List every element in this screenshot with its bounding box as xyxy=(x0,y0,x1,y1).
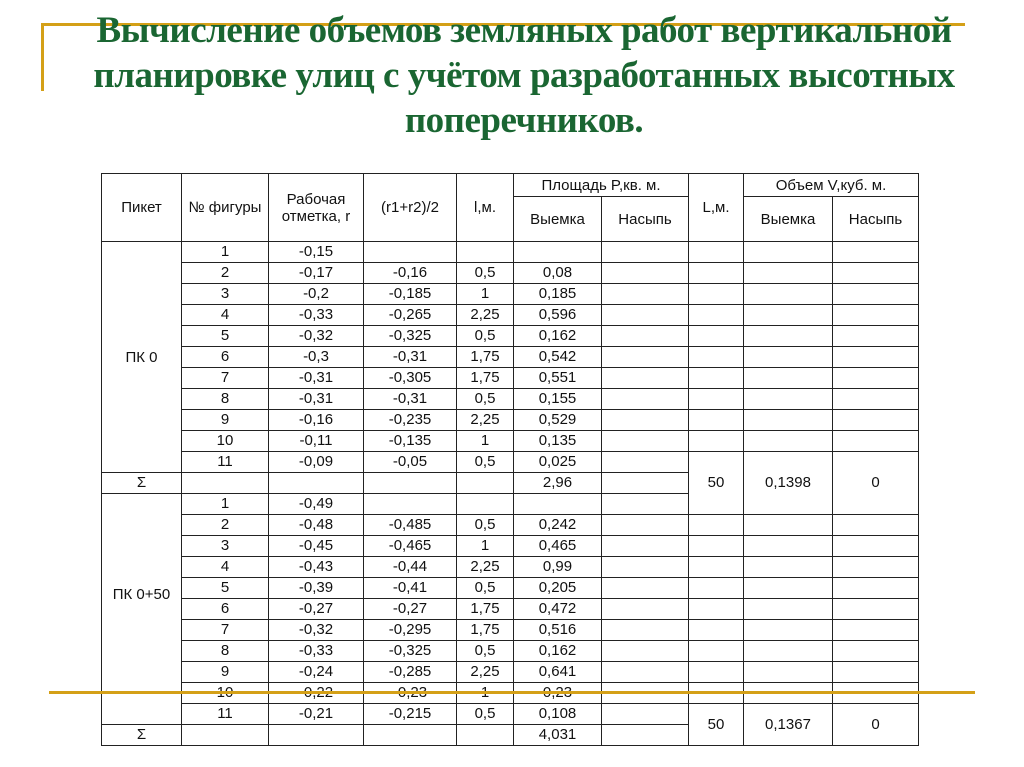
l-value: 1 xyxy=(457,536,514,557)
avg-mark-value xyxy=(364,725,457,746)
l-value: 0,5 xyxy=(457,515,514,536)
figure-number xyxy=(182,725,269,746)
avg-mark-value xyxy=(364,494,457,515)
L-value xyxy=(689,347,744,368)
avg-mark-value: -0,41 xyxy=(364,578,457,599)
l-value xyxy=(457,473,514,494)
area-fill-value xyxy=(602,452,689,473)
area-fill-value xyxy=(602,515,689,536)
avg-mark-value: -0,295 xyxy=(364,620,457,641)
area-fill-value xyxy=(602,599,689,620)
l-value: 2,25 xyxy=(457,410,514,431)
figure-number: 3 xyxy=(182,284,269,305)
avg-mark-value: -0,305 xyxy=(364,368,457,389)
work-mark-value: -0,33 xyxy=(269,641,364,662)
volume-fill-value: 0 xyxy=(833,452,919,515)
avg-mark-value: -0,485 xyxy=(364,515,457,536)
volume-cut-value xyxy=(744,410,833,431)
l-value: 0,5 xyxy=(457,389,514,410)
work-mark-value: -0,45 xyxy=(269,536,364,557)
area-fill-value xyxy=(602,494,689,515)
avg-mark-value: -0,31 xyxy=(364,389,457,410)
work-mark-value: -0,17 xyxy=(269,263,364,284)
area-cut-value: 0,08 xyxy=(514,263,602,284)
l-value: 1,75 xyxy=(457,620,514,641)
figure-number: 2 xyxy=(182,263,269,284)
area-cut-value: 0,205 xyxy=(514,578,602,599)
figure-number: 7 xyxy=(182,620,269,641)
area-fill-value xyxy=(602,641,689,662)
l-value: 2,25 xyxy=(457,305,514,326)
header-volume-cut: Выемка xyxy=(744,197,833,242)
area-cut-value: 0,185 xyxy=(514,284,602,305)
area-cut-value: 0,516 xyxy=(514,620,602,641)
volume-cut-value xyxy=(744,662,833,683)
L-value xyxy=(689,536,744,557)
figure-number: 9 xyxy=(182,662,269,683)
table-row xyxy=(102,662,919,683)
figure-number: 8 xyxy=(182,641,269,662)
volume-fill-value xyxy=(833,410,919,431)
figure-number: 4 xyxy=(182,557,269,578)
header-volume-fill: Насыпь xyxy=(833,197,919,242)
L-value xyxy=(689,578,744,599)
work-mark-value: -0,27 xyxy=(269,599,364,620)
volume-fill-value xyxy=(833,557,919,578)
volume-fill-value xyxy=(833,305,919,326)
area-fill-value xyxy=(602,263,689,284)
header-L: L,м. xyxy=(689,174,744,242)
header-area-group: Площадь P,кв. м. xyxy=(514,174,689,197)
work-mark-value: -0,49 xyxy=(269,494,364,515)
figure-number: 6 xyxy=(182,599,269,620)
L-value xyxy=(689,620,744,641)
volume-fill-value xyxy=(833,599,919,620)
area-cut-value xyxy=(514,494,602,515)
work-mark-value: -0,3 xyxy=(269,347,364,368)
area-cut-value xyxy=(514,242,602,263)
work-mark-value: -0,33 xyxy=(269,305,364,326)
sum-area-fill xyxy=(602,725,689,746)
work-mark-value: -0,32 xyxy=(269,326,364,347)
area-fill-value xyxy=(602,431,689,452)
volume-cut-value xyxy=(744,347,833,368)
table-row xyxy=(102,515,919,536)
figure-number: 7 xyxy=(182,368,269,389)
table-row xyxy=(102,452,919,473)
area-cut-value: 0,99 xyxy=(514,557,602,578)
l-value: 2,25 xyxy=(457,662,514,683)
sum-area-cut: 2,96 xyxy=(514,473,602,494)
figure-number: 9 xyxy=(182,410,269,431)
avg-mark-value: -0,185 xyxy=(364,284,457,305)
work-mark-value: -0,39 xyxy=(269,578,364,599)
area-fill-value xyxy=(602,536,689,557)
volume-cut-value xyxy=(744,326,833,347)
area-cut-value: 0,162 xyxy=(514,641,602,662)
volume-fill-value xyxy=(833,389,919,410)
area-cut-value: 0,242 xyxy=(514,515,602,536)
area-fill-value xyxy=(602,704,689,725)
table-row xyxy=(102,557,919,578)
figure-number: 6 xyxy=(182,347,269,368)
area-fill-value xyxy=(602,557,689,578)
earthwork-volume-table xyxy=(101,173,919,746)
table-row xyxy=(102,368,919,389)
volume-fill-value xyxy=(833,641,919,662)
figure-number: 11 xyxy=(182,704,269,725)
avg-mark-value: -0,05 xyxy=(364,452,457,473)
work-mark-value: -0,43 xyxy=(269,557,364,578)
header-area-fill: Насыпь xyxy=(602,197,689,242)
volume-fill-value xyxy=(833,368,919,389)
work-mark-value: -0,2 xyxy=(269,284,364,305)
avg-mark-value: -0,325 xyxy=(364,641,457,662)
figure-number: 1 xyxy=(182,242,269,263)
work-mark-value: -0,31 xyxy=(269,368,364,389)
sum-label: Σ xyxy=(102,473,182,494)
L-value xyxy=(689,368,744,389)
L-value xyxy=(689,599,744,620)
table-row xyxy=(102,242,919,263)
area-fill-value xyxy=(602,620,689,641)
l-value xyxy=(457,494,514,515)
table-row xyxy=(102,536,919,557)
area-fill-value xyxy=(602,284,689,305)
work-mark-value xyxy=(269,725,364,746)
l-value: 0,5 xyxy=(457,452,514,473)
area-fill-value xyxy=(602,347,689,368)
table-row xyxy=(102,284,919,305)
figure-number: 5 xyxy=(182,578,269,599)
volume-cut-value xyxy=(744,242,833,263)
avg-mark-value: -0,285 xyxy=(364,662,457,683)
area-cut-value: 0,162 xyxy=(514,326,602,347)
table-row xyxy=(102,305,919,326)
avg-mark-value: -0,16 xyxy=(364,263,457,284)
table-row xyxy=(102,263,919,284)
area-cut-value: 0,596 xyxy=(514,305,602,326)
avg-mark-value xyxy=(364,242,457,263)
volume-fill-value xyxy=(833,662,919,683)
L-value xyxy=(689,284,744,305)
volume-cut-value xyxy=(744,515,833,536)
l-value: 0,5 xyxy=(457,641,514,662)
volume-fill-value xyxy=(833,242,919,263)
area-fill-value xyxy=(602,305,689,326)
area-fill-value xyxy=(602,662,689,683)
header-work-mark: Рабочая отметка, r xyxy=(269,174,364,242)
avg-mark-value: -0,215 xyxy=(364,704,457,725)
area-cut-value: 0,155 xyxy=(514,389,602,410)
l-value: 0,5 xyxy=(457,578,514,599)
l-value: 0,5 xyxy=(457,704,514,725)
work-mark-value: -0,48 xyxy=(269,515,364,536)
table-row xyxy=(102,389,919,410)
l-value: 1,75 xyxy=(457,599,514,620)
l-value: 0,5 xyxy=(457,263,514,284)
figure-number: 2 xyxy=(182,515,269,536)
work-mark-value: -0,11 xyxy=(269,431,364,452)
table-row xyxy=(102,599,919,620)
volume-cut-value xyxy=(744,641,833,662)
figure-number: 8 xyxy=(182,389,269,410)
volume-fill-value: 0 xyxy=(833,704,919,746)
area-cut-value: 0,542 xyxy=(514,347,602,368)
volume-fill-value xyxy=(833,515,919,536)
table-row xyxy=(102,578,919,599)
l-value: 1 xyxy=(457,431,514,452)
area-cut-value: 0,025 xyxy=(514,452,602,473)
volume-cut-value xyxy=(744,389,833,410)
area-cut-value: 0,641 xyxy=(514,662,602,683)
area-fill-value xyxy=(602,389,689,410)
area-cut-value: 0,135 xyxy=(514,431,602,452)
work-mark-value: -0,16 xyxy=(269,410,364,431)
avg-mark-value: -0,265 xyxy=(364,305,457,326)
volume-fill-value xyxy=(833,284,919,305)
figure-number: 5 xyxy=(182,326,269,347)
work-mark-value: -0,15 xyxy=(269,242,364,263)
area-fill-value xyxy=(602,578,689,599)
volume-fill-value xyxy=(833,620,919,641)
avg-mark-value: -0,235 xyxy=(364,410,457,431)
slide-title: Вычисление объемов земляных работ вертикальной планировке улиц с учётом разработанных высотных поперечников. xyxy=(93,10,955,141)
volume-fill-value xyxy=(833,431,919,452)
volume-cut-value xyxy=(744,536,833,557)
volume-cut-value xyxy=(744,578,833,599)
avg-mark-value: -0,135 xyxy=(364,431,457,452)
figure-number: 3 xyxy=(182,536,269,557)
header-area-cut: Выемка xyxy=(514,197,602,242)
L-value xyxy=(689,662,744,683)
area-cut-value: 0,108 xyxy=(514,704,602,725)
l-value: 0,5 xyxy=(457,326,514,347)
header-figure-no: № фигуры xyxy=(182,174,269,242)
volume-fill-value xyxy=(833,347,919,368)
figure-number: 4 xyxy=(182,305,269,326)
header-piket: Пикет xyxy=(102,174,182,242)
figure-number: 11 xyxy=(182,452,269,473)
l-value xyxy=(457,242,514,263)
l-value xyxy=(457,725,514,746)
table-row xyxy=(102,704,919,725)
work-mark-value: -0,31 xyxy=(269,389,364,410)
volume-fill-value xyxy=(833,263,919,284)
header-l: l,м. xyxy=(457,174,514,242)
area-cut-value: 0,529 xyxy=(514,410,602,431)
figure-number: 1 xyxy=(182,494,269,515)
volume-cut-value: 0,1367 xyxy=(744,704,833,746)
table-row xyxy=(102,620,919,641)
work-mark-value: -0,32 xyxy=(269,620,364,641)
l-value: 1 xyxy=(457,284,514,305)
area-fill-value xyxy=(602,368,689,389)
volume-fill-value xyxy=(833,578,919,599)
L-value: 50 xyxy=(689,452,744,515)
L-value xyxy=(689,557,744,578)
header-volume-group: Объем V,куб. м. xyxy=(744,174,919,197)
l-value: 2,25 xyxy=(457,557,514,578)
L-value xyxy=(689,431,744,452)
volume-cut-value xyxy=(744,263,833,284)
sum-label: Σ xyxy=(102,725,182,746)
volume-cut-value xyxy=(744,368,833,389)
area-fill-value xyxy=(602,242,689,263)
volume-cut-value xyxy=(744,305,833,326)
header-avg-mark: (r1+r2)/2 xyxy=(364,174,457,242)
area-cut-value: 0,472 xyxy=(514,599,602,620)
L-value: 50 xyxy=(689,704,744,746)
decorative-bottom-rule xyxy=(49,691,975,694)
volume-cut-value xyxy=(744,599,833,620)
area-fill-value xyxy=(602,410,689,431)
table-row xyxy=(102,410,919,431)
table-row xyxy=(102,347,919,368)
piket-label: ПК 0+50 xyxy=(102,494,182,725)
L-value xyxy=(689,263,744,284)
volume-cut-value xyxy=(744,620,833,641)
volume-fill-value xyxy=(833,326,919,347)
volume-cut-value: 0,1398 xyxy=(744,452,833,515)
area-cut-value: 0,551 xyxy=(514,368,602,389)
area-fill-value xyxy=(602,326,689,347)
l-value: 1,75 xyxy=(457,368,514,389)
L-value xyxy=(689,641,744,662)
figure-number xyxy=(182,473,269,494)
table-row xyxy=(102,641,919,662)
avg-mark-value: -0,31 xyxy=(364,347,457,368)
L-value xyxy=(689,389,744,410)
L-value xyxy=(689,242,744,263)
work-mark-value: -0,24 xyxy=(269,662,364,683)
volume-cut-value xyxy=(744,284,833,305)
volume-cut-value xyxy=(744,557,833,578)
sum-area-fill xyxy=(602,473,689,494)
L-value xyxy=(689,410,744,431)
table-row xyxy=(102,326,919,347)
avg-mark-value xyxy=(364,473,457,494)
table-row xyxy=(102,431,919,452)
l-value: 1,75 xyxy=(457,347,514,368)
avg-mark-value: -0,325 xyxy=(364,326,457,347)
volume-fill-value xyxy=(833,536,919,557)
volume-cut-value xyxy=(744,431,833,452)
work-mark-value xyxy=(269,473,364,494)
avg-mark-value: -0,44 xyxy=(364,557,457,578)
avg-mark-value: -0,27 xyxy=(364,599,457,620)
area-cut-value: 0,465 xyxy=(514,536,602,557)
L-value xyxy=(689,515,744,536)
avg-mark-value: -0,465 xyxy=(364,536,457,557)
work-mark-value: -0,21 xyxy=(269,704,364,725)
L-value xyxy=(689,326,744,347)
sum-area-cut: 4,031 xyxy=(514,725,602,746)
figure-number: 10 xyxy=(182,431,269,452)
work-mark-value: -0,09 xyxy=(269,452,364,473)
piket-label: ПК 0 xyxy=(102,242,182,473)
L-value xyxy=(689,305,744,326)
